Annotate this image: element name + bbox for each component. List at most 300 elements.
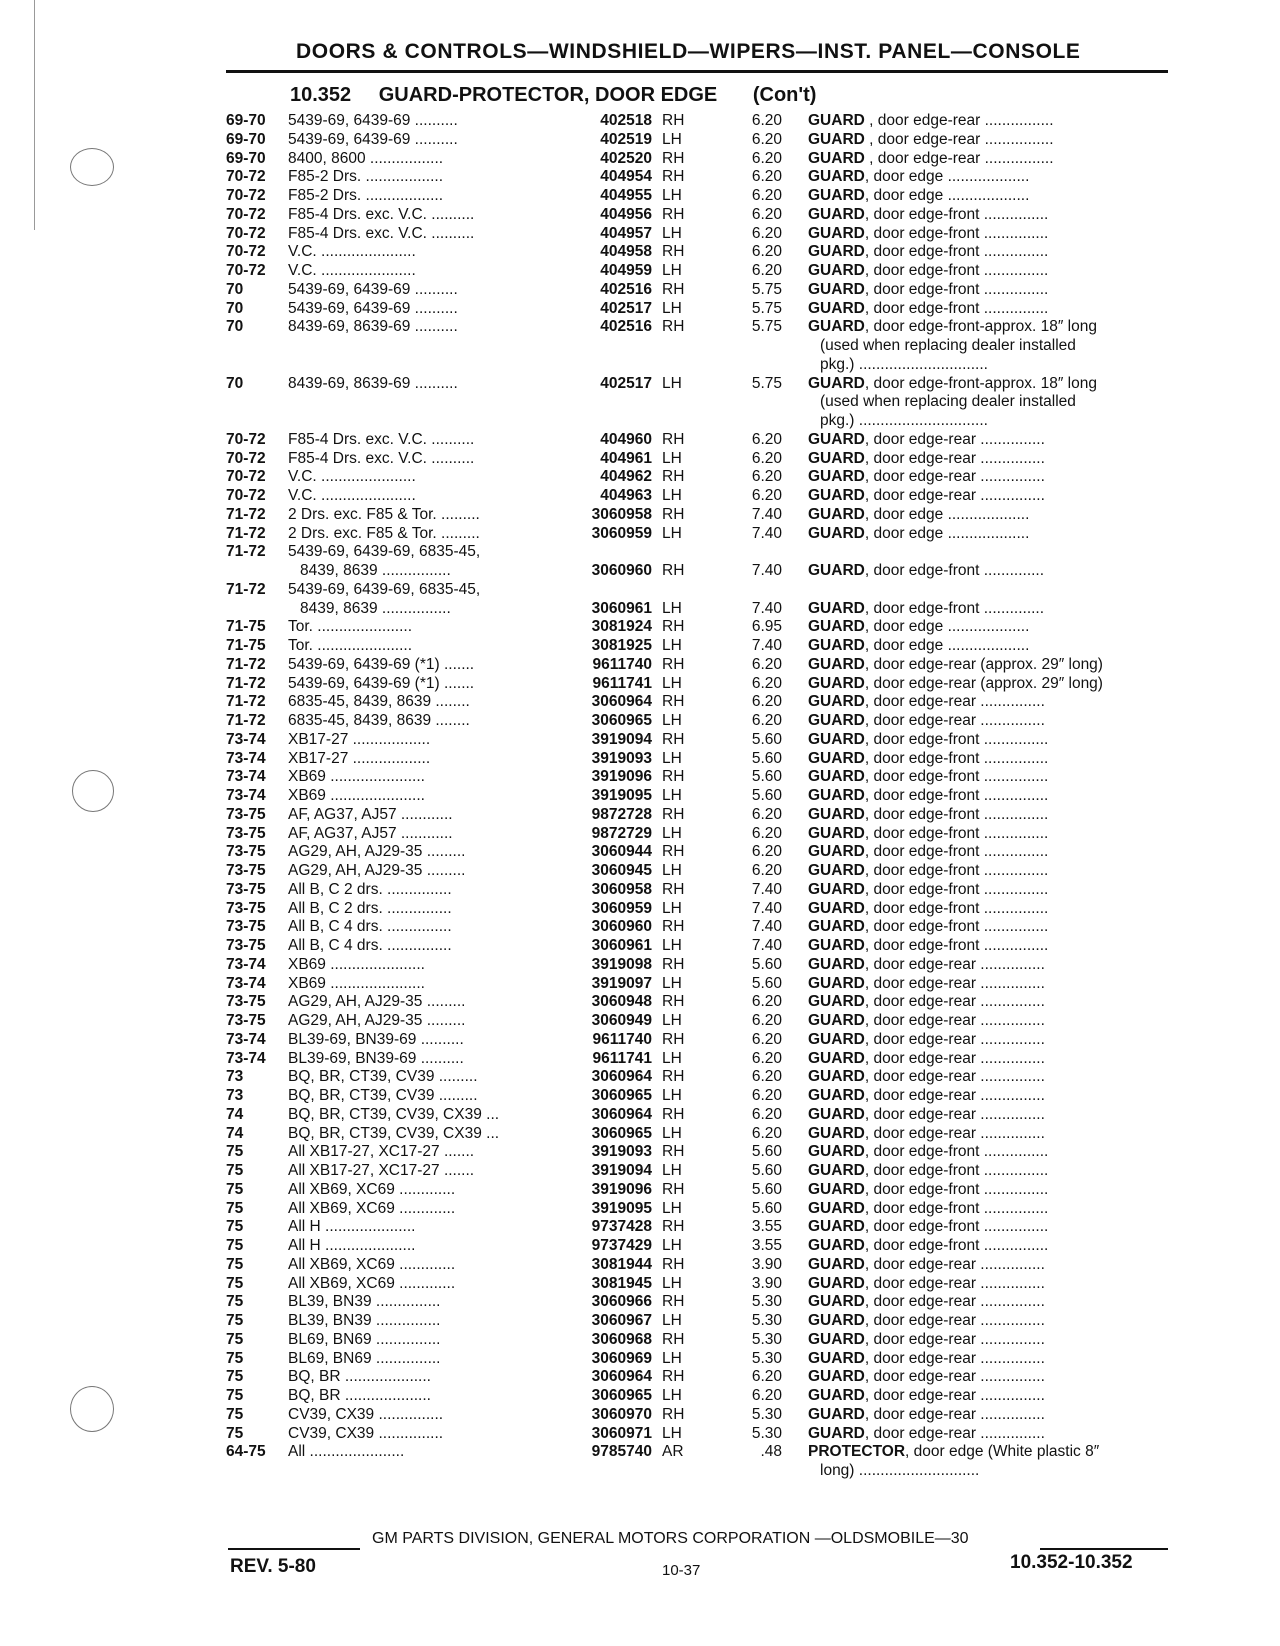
part-number: 404958 — [600, 243, 652, 261]
side-code: RH — [662, 1068, 685, 1086]
description-detail: , door edge-rear ............... — [864, 1012, 1045, 1029]
table-row — [0, 862, 1280, 881]
model-year: 69-70 — [226, 130, 266, 148]
description-cell — [808, 1350, 1172, 1369]
list-price: 6.20 — [751, 449, 782, 467]
table-row — [0, 375, 1280, 431]
part-number: 9737429 — [591, 1237, 652, 1254]
application-text: BL69, BN69 ............... — [288, 1330, 441, 1348]
application-cell — [288, 487, 550, 506]
list-price: 6.20 — [751, 187, 782, 204]
application-cell — [288, 1368, 550, 1387]
description-cell — [808, 731, 1172, 750]
list-price: 5.75 — [751, 374, 782, 392]
application-cell — [288, 581, 550, 619]
application-cell — [288, 1387, 550, 1406]
description-detail: , door edge-front ............... — [864, 243, 1049, 261]
table-row — [0, 1106, 1280, 1125]
description-detail: , door edge-rear ............... — [864, 449, 1045, 467]
application-text: 8439-69, 8639-69 .......... — [288, 318, 458, 336]
description-detail: , door edge-front ............... — [864, 880, 1049, 898]
description-cell — [808, 431, 1172, 450]
description-detail: , door edge ................... — [864, 168, 1030, 186]
table-row — [0, 1331, 1280, 1350]
description-detail: , door edge-rear (approx. 29″ long) — [864, 655, 1103, 673]
side-code: LH — [662, 487, 682, 504]
side-code: LH — [662, 599, 682, 617]
list-price: 5.60 — [751, 1143, 782, 1161]
application-cell — [288, 243, 550, 262]
table-row — [0, 1050, 1280, 1069]
part-number: 404963 — [600, 487, 652, 504]
description-detail: , door edge-front ............... — [864, 205, 1049, 223]
application-cell — [288, 956, 550, 975]
model-year: 73-75 — [226, 937, 266, 954]
application-text: 5439-69, 6439-69 (*1) ....... — [288, 674, 475, 692]
model-year: 75 — [226, 1330, 244, 1348]
list-price: 6.20 — [751, 712, 782, 729]
part-number: 3060969 — [591, 1349, 652, 1367]
description-name: GUARD — [808, 674, 865, 692]
part-number: 3060967 — [591, 1312, 652, 1329]
description-detail: , door edge-front ............... — [864, 1162, 1049, 1179]
model-year: 70-72 — [226, 487, 266, 504]
table-row — [0, 1012, 1280, 1031]
table-row — [0, 1087, 1280, 1106]
description-cell — [808, 281, 1172, 300]
description-detail: , door edge ................... — [864, 637, 1030, 654]
application-text: BQ, BR, CT39, CV39 ......... — [288, 1068, 478, 1086]
description-detail: , door edge (White plastic 8″ — [905, 1443, 1100, 1461]
side-code: RH — [662, 1405, 685, 1423]
description-detail: , door edge-rear ............... — [864, 1424, 1045, 1442]
description-cell — [808, 1200, 1172, 1219]
description-continued: (used when replacing dealer installed — [820, 393, 1076, 411]
application-cell — [288, 1425, 550, 1444]
table-row — [0, 656, 1280, 675]
list-price: 6.20 — [751, 1368, 782, 1386]
application-cell — [288, 1350, 550, 1369]
model-year: 75 — [226, 1312, 244, 1329]
side-code: RH — [662, 505, 685, 523]
description-cell — [808, 675, 1172, 694]
application-text: AG29, AH, AJ29-35 ......... — [288, 993, 466, 1011]
application-cell — [288, 506, 550, 525]
side-code: RH — [662, 880, 685, 898]
description-cell — [808, 1106, 1172, 1125]
description-cell — [808, 506, 1172, 525]
table-row — [0, 956, 1280, 975]
description-cell — [808, 562, 1172, 581]
part-number: 3060964 — [591, 693, 652, 711]
description-cell — [808, 1312, 1172, 1331]
section-title: GUARD-PROTECTOR, DOOR EDGE — [378, 84, 718, 106]
table-row — [0, 506, 1280, 525]
model-year: 73-74 — [226, 974, 266, 992]
model-year: 70 — [226, 374, 244, 392]
list-price: 5.30 — [751, 1405, 782, 1423]
list-price: 6.20 — [751, 149, 782, 167]
list-price: 6.20 — [751, 205, 782, 223]
list-price: 6.20 — [751, 1387, 782, 1404]
model-year: 73-75 — [226, 843, 266, 861]
side-code: RH — [662, 655, 685, 673]
application-text: All XB69, XC69 ............. — [288, 1274, 456, 1292]
part-number: 3919095 — [591, 1199, 652, 1217]
application-text: 5439-69, 6439-69 .......... — [288, 112, 458, 129]
description-detail: , door edge-front ............... — [864, 730, 1049, 748]
part-number: 3060960 — [591, 918, 652, 936]
model-year: 74 — [226, 1124, 244, 1142]
table-row — [0, 1237, 1280, 1256]
description-cell — [808, 656, 1172, 675]
application-cell — [288, 1143, 550, 1162]
description-name: GUARD — [808, 243, 865, 261]
description-name: GUARD — [808, 899, 865, 917]
list-price: 7.40 — [751, 880, 782, 898]
description-name: GUARD — [808, 937, 865, 954]
description-detail: , door edge-rear ............... — [864, 1049, 1045, 1067]
list-price: .48 — [760, 1443, 782, 1461]
side-code: RH — [662, 918, 685, 936]
description-name: GUARD — [808, 1349, 865, 1367]
description-name: GUARD — [808, 618, 865, 636]
description-cell — [808, 187, 1172, 206]
list-price: 6.20 — [751, 224, 782, 242]
side-code: RH — [662, 843, 685, 861]
application-text: 8400, 8600 ................. — [288, 149, 444, 167]
list-price: 5.60 — [751, 1162, 782, 1179]
list-price: 6.20 — [751, 487, 782, 504]
model-year: 70 — [226, 318, 244, 336]
application-cell — [288, 881, 550, 900]
description-name: GUARD — [808, 637, 865, 654]
model-year: 71-72 — [226, 524, 266, 542]
application-cell — [288, 656, 550, 675]
model-year: 73-74 — [226, 1030, 266, 1048]
description-name: GUARD — [808, 1330, 865, 1348]
application-text: All XB17-27, XC17-27 ....... — [288, 1162, 475, 1179]
description-name: GUARD — [808, 1255, 865, 1273]
side-code: RH — [662, 168, 685, 186]
description-cell — [808, 956, 1172, 975]
list-price: 6.20 — [751, 1049, 782, 1067]
application-text: CV39, CX39 ............... — [288, 1405, 444, 1423]
list-price: 6.20 — [751, 1030, 782, 1048]
description-cell — [808, 225, 1172, 244]
part-number: 9611740 — [592, 655, 652, 673]
list-price: 6.20 — [751, 1105, 782, 1123]
table-row — [0, 1350, 1280, 1369]
side-code: AR — [662, 1443, 684, 1461]
list-price: 5.30 — [751, 1424, 782, 1442]
part-number: 3081944 — [591, 1255, 652, 1273]
list-price: 5.30 — [751, 1330, 782, 1348]
application-cell — [288, 825, 550, 844]
part-number: 402516 — [600, 280, 652, 298]
description-name: GUARD — [808, 130, 865, 148]
description-detail: , door edge-front ............... — [864, 918, 1049, 936]
application-cell — [288, 1181, 550, 1200]
side-code: RH — [662, 1030, 685, 1048]
application-text: 8439-69, 8639-69 .......... — [288, 374, 458, 392]
description-cell — [808, 1237, 1172, 1256]
description-cell — [808, 1125, 1172, 1144]
application-text: Tor. ...................... — [288, 618, 413, 636]
description-cell — [808, 918, 1172, 937]
description-name: GUARD — [808, 1012, 865, 1029]
side-code: LH — [662, 824, 682, 842]
list-price: 7.40 — [751, 937, 782, 954]
description-cell — [808, 881, 1172, 900]
list-price: 7.40 — [751, 899, 782, 917]
description-cell — [808, 1012, 1172, 1031]
application-cell — [288, 1200, 550, 1219]
description-cell — [808, 1275, 1172, 1294]
application-text: 5439-69, 6439-69, 6835-45, — [288, 580, 481, 598]
list-price: 6.20 — [751, 674, 782, 692]
description-name: GUARD — [808, 262, 865, 279]
footer-rule-left — [228, 1548, 360, 1550]
application-cell — [288, 1106, 550, 1125]
description-detail: , door edge-rear (approx. 29″ long) — [864, 674, 1103, 692]
description-detail: , door edge-front ............... — [864, 1180, 1049, 1198]
application-cell — [288, 168, 550, 187]
application-cell — [288, 806, 550, 825]
model-year: 73-75 — [226, 862, 266, 879]
list-price: 5.30 — [751, 1293, 782, 1311]
description-detail: , door edge-front ............... — [864, 1143, 1049, 1161]
description-name: GUARD — [808, 974, 865, 992]
list-price: 6.20 — [751, 993, 782, 1011]
model-year: 70 — [226, 299, 244, 317]
application-text-continued: 8439, 8639 ................ — [300, 562, 451, 579]
side-code: LH — [662, 299, 682, 317]
section-continued-label: (Con't) — [752, 84, 817, 106]
side-code: RH — [662, 1218, 685, 1236]
side-code: RH — [662, 768, 685, 786]
description-name: GUARD — [808, 318, 865, 336]
side-code: LH — [662, 637, 682, 654]
list-price: 3.90 — [751, 1274, 782, 1292]
description-cell — [808, 618, 1172, 637]
description-cell — [808, 1425, 1172, 1444]
page-number: 10-37 — [662, 1562, 701, 1579]
description-detail: , door edge-front ............... — [864, 824, 1049, 842]
header-rule — [226, 70, 1168, 73]
description-detail: , door edge-front ............... — [864, 937, 1049, 954]
side-code: LH — [662, 1012, 682, 1029]
side-code: LH — [662, 1199, 682, 1217]
description-name: GUARD — [808, 1312, 865, 1329]
model-year: 75 — [226, 1274, 244, 1292]
model-year: 73-74 — [226, 730, 266, 748]
part-number: 404957 — [600, 224, 652, 242]
table-row — [0, 112, 1280, 131]
side-code: RH — [662, 562, 685, 579]
model-year: 75 — [226, 1387, 244, 1404]
description-detail: , door edge-rear ............... — [864, 468, 1045, 486]
application-cell — [288, 225, 550, 244]
application-text: All B, C 4 drs. ............... — [288, 918, 452, 936]
application-text: F85-4 Drs. exc. V.C. .......... — [288, 224, 475, 242]
description-detail: , door edge-rear ............... — [864, 1387, 1045, 1404]
side-code: LH — [662, 1237, 682, 1254]
side-code: LH — [662, 674, 682, 692]
model-year: 73-75 — [226, 918, 266, 936]
table-row — [0, 543, 1280, 581]
list-price: 6.20 — [751, 824, 782, 842]
application-cell — [288, 768, 550, 787]
description-cell — [808, 693, 1172, 712]
description-cell — [808, 1143, 1172, 1162]
description-cell — [808, 750, 1172, 769]
application-text: All XB69, XC69 ............. — [288, 1199, 456, 1217]
part-number: 3060964 — [591, 1068, 652, 1086]
section-number: 10.352 — [290, 84, 352, 106]
table-row — [0, 281, 1280, 300]
description-detail: , door edge-rear ............... — [864, 974, 1045, 992]
list-price: 5.60 — [751, 955, 782, 973]
description-name: GUARD — [808, 1124, 865, 1142]
application-cell — [288, 468, 550, 487]
application-text: BQ, BR .................... — [288, 1387, 431, 1404]
part-number: 3919093 — [591, 1143, 652, 1161]
part-number: 3060965 — [591, 1087, 652, 1104]
table-row — [0, 225, 1280, 244]
description-name: GUARD — [808, 168, 865, 186]
description-name: GUARD — [808, 712, 865, 729]
description-cell — [808, 206, 1172, 225]
side-code: LH — [662, 1124, 682, 1142]
list-price: 6.20 — [751, 243, 782, 261]
description-detail: , door edge-rear ............... — [864, 1330, 1045, 1348]
description-cell — [808, 318, 1172, 374]
side-code: LH — [662, 1424, 682, 1442]
description-detail: , door edge-front ............... — [864, 843, 1049, 861]
application-cell — [288, 937, 550, 956]
part-number: 3060968 — [591, 1330, 652, 1348]
table-row — [0, 1275, 1280, 1294]
model-year: 69-70 — [226, 149, 266, 167]
model-year: 70 — [226, 280, 244, 298]
part-number: 404956 — [600, 205, 652, 223]
description-name: GUARD — [808, 993, 865, 1011]
description-detail: , door edge-front ............... — [864, 280, 1049, 298]
application-cell — [288, 375, 550, 394]
description-name: GUARD — [808, 1237, 865, 1254]
description-name: GUARD — [808, 955, 865, 973]
model-year: 71-75 — [226, 637, 266, 654]
model-year: 75 — [226, 1143, 244, 1161]
description-cell — [808, 1162, 1172, 1181]
application-cell — [288, 1031, 550, 1050]
description-cell — [808, 768, 1172, 787]
description-name: GUARD — [808, 693, 865, 711]
application-cell — [288, 637, 550, 656]
part-number: 3060965 — [591, 1387, 652, 1404]
model-year: 75 — [226, 1255, 244, 1273]
model-year: 73-74 — [226, 1049, 266, 1067]
description-detail: , door edge-rear ............... — [864, 1030, 1045, 1048]
application-cell — [288, 1293, 550, 1312]
description-detail: , door edge-front ............... — [864, 749, 1049, 767]
description-name: GUARD — [808, 205, 865, 223]
part-number: 402520 — [600, 149, 652, 167]
description-name: GUARD — [808, 805, 865, 823]
description-detail: , door edge-front ............... — [864, 768, 1049, 786]
part-number: 9611741 — [592, 1049, 652, 1067]
application-cell — [288, 975, 550, 994]
description-detail: , door edge-rear ............... — [864, 1124, 1045, 1142]
model-year: 70-72 — [226, 468, 266, 486]
description-name: GUARD — [808, 487, 865, 504]
application-cell — [288, 431, 550, 450]
application-cell — [288, 787, 550, 806]
description-name: GUARD — [808, 224, 865, 242]
model-year: 75 — [226, 1199, 244, 1217]
list-price: 5.30 — [751, 1349, 782, 1367]
application-text: 5439-69, 6439-69 (*1) ....... — [288, 655, 475, 673]
application-cell — [288, 693, 550, 712]
model-year: 75 — [226, 1349, 244, 1367]
application-cell — [288, 525, 550, 544]
description-name: GUARD — [808, 299, 865, 317]
model-year: 73-74 — [226, 768, 266, 786]
model-year: 71-72 — [226, 580, 266, 598]
description-name: GUARD — [808, 1087, 865, 1104]
part-number: 3060960 — [591, 562, 652, 579]
model-year: 75 — [226, 1218, 244, 1236]
side-code: RH — [662, 468, 685, 486]
footer-rule-right — [1040, 1548, 1168, 1550]
side-code: RH — [662, 955, 685, 973]
side-code: LH — [662, 524, 682, 542]
description-cell — [808, 1181, 1172, 1200]
application-text: BQ, BR, CT39, CV39, CX39 ... — [288, 1124, 500, 1142]
description-detail: , door edge-front .............. — [864, 562, 1045, 579]
description-continued: long) ............................ — [820, 1462, 980, 1479]
side-code: LH — [662, 937, 682, 954]
description-detail: , door edge-rear ............... — [864, 1349, 1045, 1367]
description-cell — [808, 843, 1172, 862]
side-code: RH — [662, 1330, 685, 1348]
table-row — [0, 187, 1280, 206]
model-year: 69-70 — [226, 112, 266, 129]
description-name: GUARD — [808, 843, 865, 861]
description-cell — [808, 1068, 1172, 1087]
description-name: GUARD — [808, 824, 865, 842]
side-code: RH — [662, 1180, 685, 1198]
description-cell — [808, 825, 1172, 844]
application-text: BQ, BR .................... — [288, 1368, 431, 1386]
description-detail: , door edge-front ............... — [864, 1218, 1049, 1236]
table-row — [0, 900, 1280, 919]
part-number: 3919094 — [591, 1162, 652, 1179]
table-row — [0, 918, 1280, 937]
table-row — [0, 150, 1280, 169]
application-cell — [288, 918, 550, 937]
description-cell — [808, 1087, 1172, 1106]
part-number: 3919094 — [591, 730, 652, 748]
description-detail: , door edge-front ............... — [864, 1199, 1049, 1217]
list-price: 5.75 — [751, 280, 782, 298]
description-detail: , door edge-rear ............... — [864, 955, 1045, 973]
part-number: 3060961 — [591, 937, 652, 954]
description-detail: , door edge-front ............... — [864, 787, 1049, 804]
list-price: 7.40 — [751, 599, 782, 617]
part-number: 404961 — [600, 449, 652, 467]
